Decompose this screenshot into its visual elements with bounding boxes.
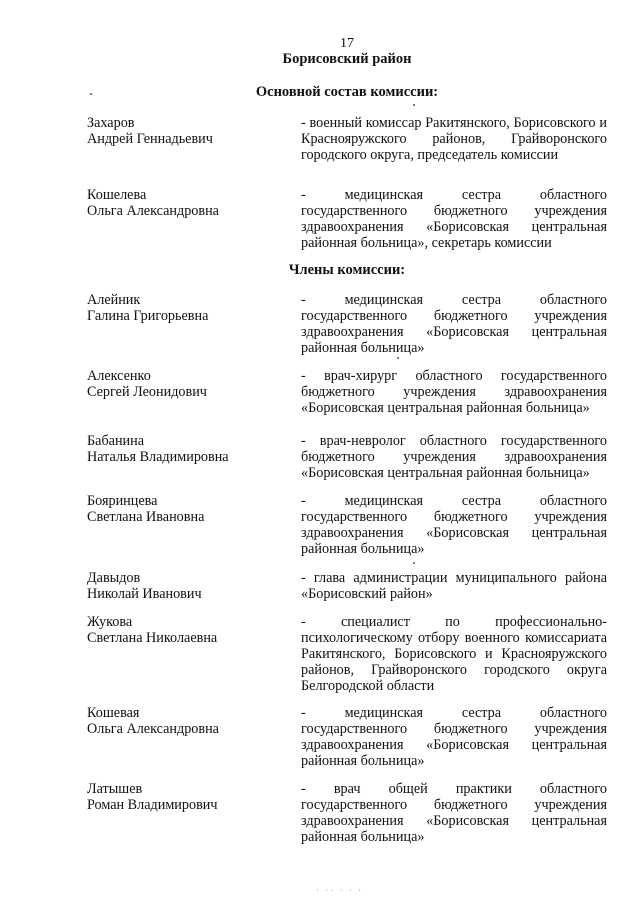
member-role: - медицинская сестра областного государственного бюджетного учреждения здравоохранения «Борисовская центральная районная больница» [301,292,607,356]
member-given-names: Ольга Александровна [87,203,219,219]
member-given-names: Светлана Николаевна [87,630,218,646]
member-role: - специалист по профессионально-психологическому отбору военного комиссариата Ракитянского, Борисовского и Краснояружского районов, Грайворонского городского округа Белгородской области [301,614,607,694]
scan-speck [90,93,92,95]
member-name [87,614,287,646]
member-role: - медицинская сестра областного государственного бюджетного учреждения здравоохранения «Борисовская центральная районная больница», секретарь комиссии [301,187,607,251]
member-surname: Алексенко [87,368,151,384]
member-role: - врач общей практики областного государственного бюджетного учреждения здравоохранения «Борисовская центральная районная больница» [301,781,607,845]
member-role: - военный комиссар Ракитянского, Борисовского и Краснояружского районов, Грайворонского городского округа, председатель комиссии [301,115,607,163]
member-given-names: Роман Владимирович [87,797,218,813]
member-surname: Бояринцева [87,493,158,509]
member-surname: Латышев [87,781,143,797]
member-given-names: Ольга Александровна [87,721,219,737]
members-section-heading: Члены комиссии: [288,262,406,278]
scan-speck [397,357,399,359]
district-title: Борисовский район [282,51,412,67]
member-given-names: Сергей Леонидович [87,384,207,400]
member-name [87,781,287,813]
member-surname: Кошевая [87,705,140,721]
member-given-names: Галина Григорьевна [87,308,209,324]
member-name [87,368,287,400]
member-given-names: Андрей Геннадьевич [87,131,213,147]
member-name [87,433,287,465]
member-surname: Алейник [87,292,141,308]
member-surname: Захаров [87,115,135,131]
member-name [87,115,287,147]
member-given-names: Наталья Владимировна [87,449,229,465]
scan-noise-marks: · ·· · · · [316,885,363,895]
member-given-names: Николай Иванович [87,586,202,602]
member-given-names: Светлана Ивановна [87,509,205,525]
member-name [87,570,287,602]
member-name [87,705,287,737]
scan-speck [413,104,415,106]
member-surname: Жукова [87,614,133,630]
main-section-heading: Основной состав комиссии: [255,84,439,100]
page-number: 17 [340,36,354,51]
member-surname: Давыдов [87,570,141,586]
member-surname: Бабанина [87,433,145,449]
member-name [87,187,287,219]
member-name [87,292,287,324]
member-role: - врач-невролог областного государственного бюджетного учреждения здравоохранения «Борисовская центральная районная больница» [301,433,607,481]
member-role: - медицинская сестра областного государственного бюджетного учреждения здравоохранения «Борисовская центральная районная больница» [301,705,607,769]
member-surname: Кошелева [87,187,147,203]
member-name [87,493,287,525]
member-role: - глава администрации муниципального района «Борисовский район» [301,570,607,602]
member-role: - врач-хирург областного государственного бюджетного учреждения здравоохранения «Борисовская центральная районная больница» [301,368,607,416]
scan-speck [413,562,415,564]
member-role: - медицинская сестра областного государственного бюджетного учреждения здравоохранения «Борисовская центральная районная больница» [301,493,607,557]
